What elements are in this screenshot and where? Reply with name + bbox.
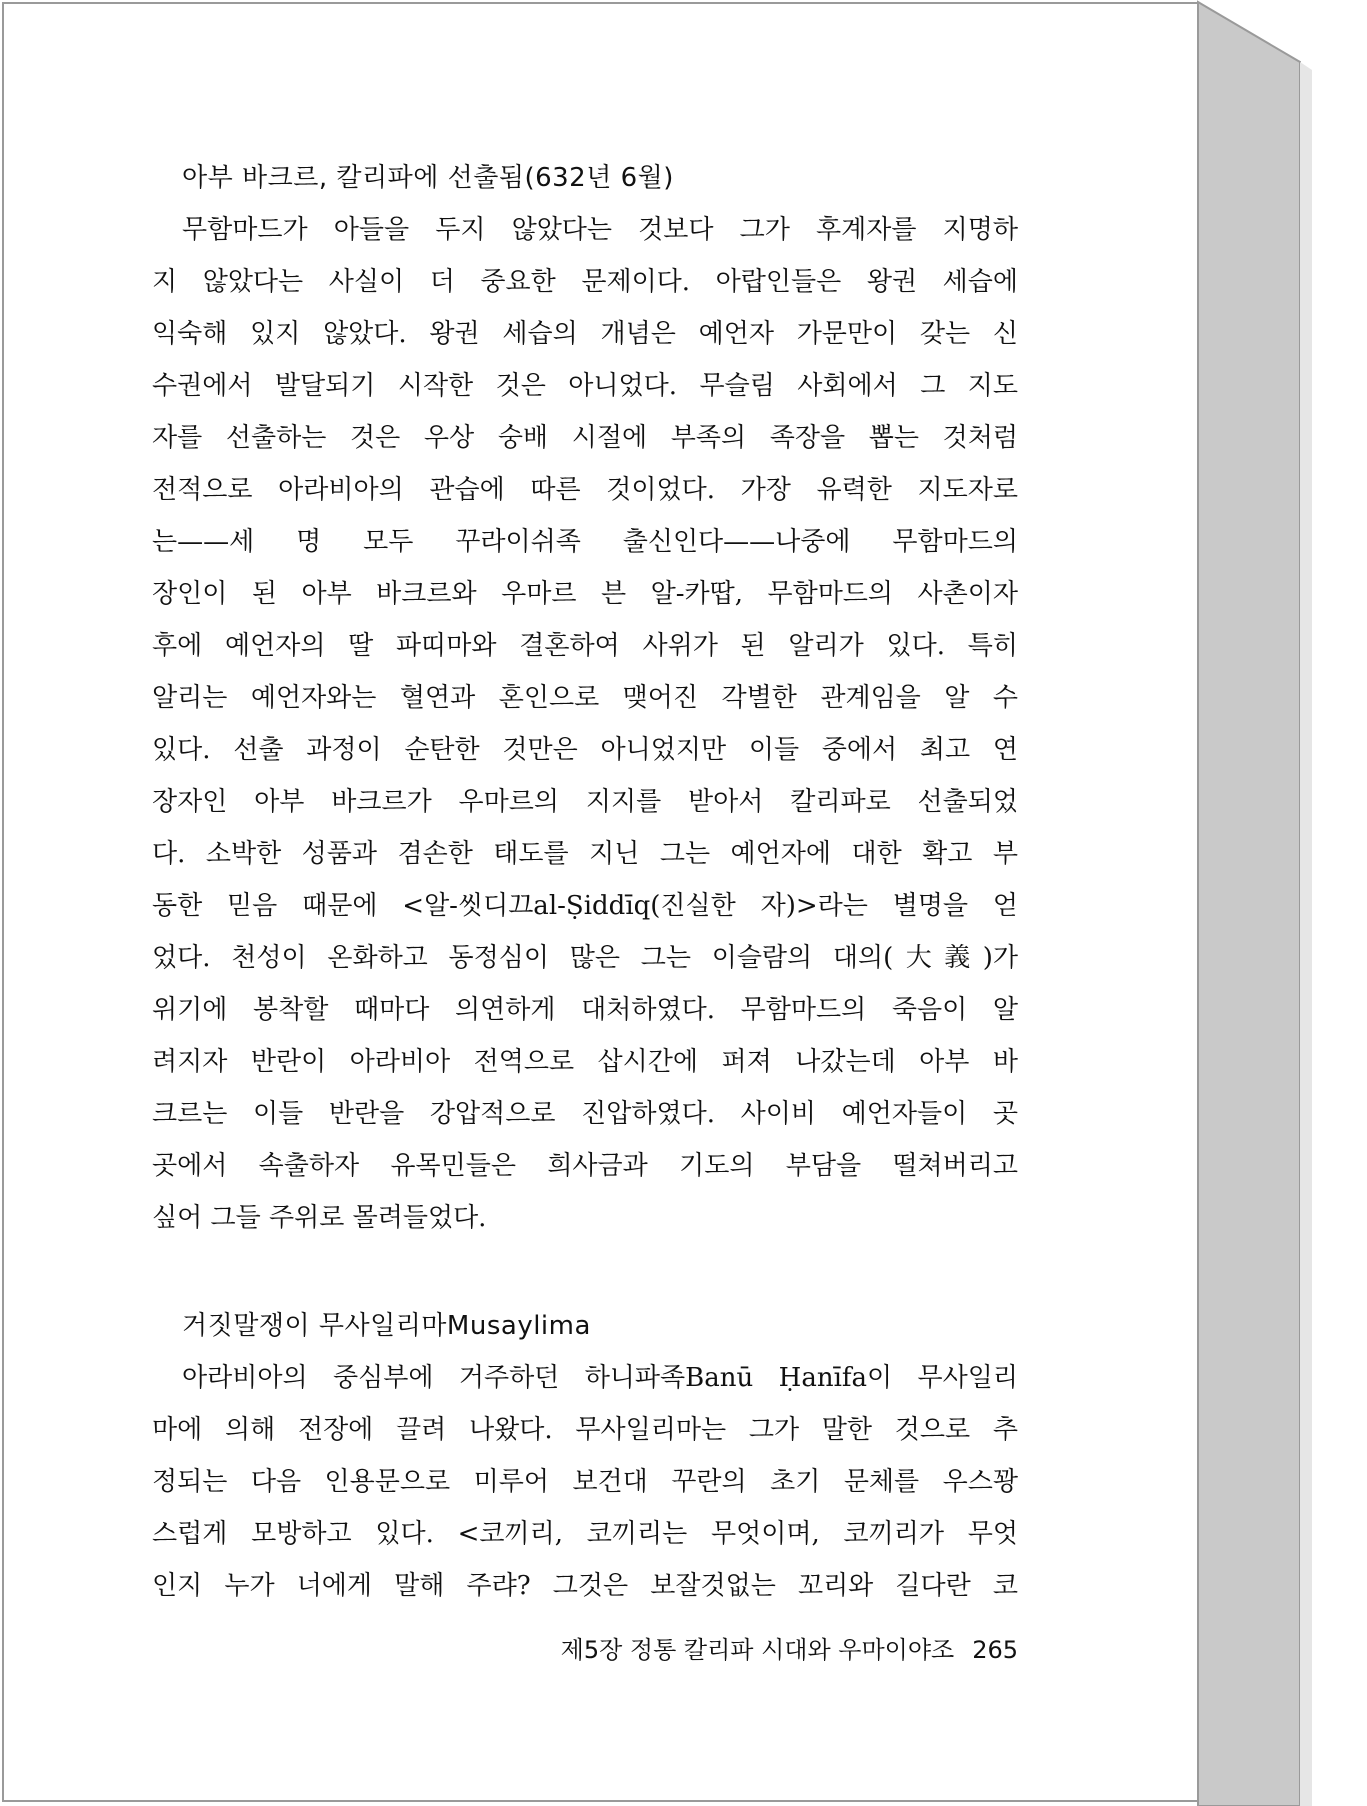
section-spacer xyxy=(152,1244,1018,1306)
text-line: 려지자 반란이 아라비아 전역으로 삽시간에 퍼져 나갔는데 아부 바 xyxy=(152,1047,1018,1077)
text-line: 인지 누가 너에게 말해 주랴? 그것은 보잘것없는 꼬리와 길다란 코 xyxy=(152,1571,1018,1601)
text-line: 익숙해 있지 않았다. 왕권 세습의 개념은 예언자 가문만이 갖는 신 xyxy=(152,319,1018,349)
text-line: 알리는 예언자와는 혈연과 혼인으로 맺어진 각별한 관계임을 알 수 xyxy=(152,683,1018,713)
page-footer xyxy=(152,1630,1018,1665)
text-line: 싶어 그들 주위로 몰려들었다. xyxy=(152,1203,487,1233)
text-line: 전적으로 아라비아의 관습에 따른 것이었다. 가장 유력한 지도자로 xyxy=(152,475,1018,505)
text-line: 있다. 선출 과정이 순탄한 것만은 아니었지만 이들 중에서 최고 연 xyxy=(152,735,1018,765)
running-title: 제5장 정통 칼리파 시대와 우마이야조 xyxy=(560,1636,955,1664)
text-line: 정되는 다음 인용문으로 미루어 보건대 꾸란의 초기 문체를 우스꽝 xyxy=(152,1467,1018,1497)
text-line: 크르는 이들 반란을 강압적으로 진압하였다. 사이비 예언자들이 곳 xyxy=(152,1099,1018,1129)
text-line: 위기에 봉착할 때마다 의연하게 대처하였다. 무함마드의 죽음이 알 xyxy=(152,995,1018,1025)
text-line: 수권에서 발달되기 시작한 것은 아니었다. 무슬림 사회에서 그 지도 xyxy=(152,371,1018,401)
text-line: 장인이 된 아부 바크르와 우마르 븐 알-카땁, 무함마드의 사촌이자 xyxy=(152,579,1018,609)
text-line: 었다. 천성이 온화하고 동정심이 많은 그는 이슬람의 대의(大義)가 xyxy=(152,943,1018,973)
paragraph xyxy=(152,204,1018,1244)
text-line: 지 않았다는 사실이 더 중요한 문제이다. 아랍인들은 왕권 세습에 xyxy=(152,267,1018,297)
text-line: 동한 믿음 때문에 <알-씻디끄al-Ṣiddīq(진실한 자)>라는 별명을 얻 xyxy=(152,891,1018,921)
page-content xyxy=(152,158,1018,1612)
section-musaylima xyxy=(152,1306,1018,1612)
paragraph xyxy=(152,1352,1018,1612)
section-heading: 아부 바크르, 칼리파에 선출됨(632년 6월) xyxy=(182,163,674,193)
text-line: 자를 선출하는 것은 우상 숭배 시절에 부족의 족장을 뽑는 것처럼 xyxy=(152,423,1018,453)
text-line: 후에 예언자의 딸 파띠마와 결혼하여 사위가 된 알리가 있다. 특히 xyxy=(152,631,1018,661)
text-line: 는——세 명 모두 꾸라이쉬족 출신인다——나중에 무함마드의 xyxy=(152,527,1018,557)
text-line: 아라비아의 중심부에 거주하던 하니파족Banū Ḥanīfa이 무사일리 xyxy=(182,1363,1018,1393)
text-line: 곳에서 속출하자 유목민들은 희사금과 기도의 부담을 떨쳐버리고 xyxy=(152,1151,1018,1181)
text-line: 장자인 아부 바크르가 우마르의 지지를 받아서 칼리파로 선출되었 xyxy=(152,787,1018,817)
section-abu-bakr xyxy=(152,158,1018,1244)
text-line: 무함마드가 아들을 두지 않았다는 것보다 그가 후계자를 지명하 xyxy=(182,215,1018,245)
text-line: 스럽게 모방하고 있다. <코끼리, 코끼리는 무엇이며, 코끼리가 무엇 xyxy=(152,1519,1018,1549)
section-heading: 거짓말쟁이 무사일리마Musaylima xyxy=(182,1311,591,1341)
text-line: 마에 의해 전장에 끌려 나왔다. 무사일리마는 그가 말한 것으로 추 xyxy=(152,1415,1018,1445)
page-number: 265 xyxy=(972,1636,1018,1664)
text-line: 다. 소박한 성품과 겸손한 태도를 지닌 그는 예언자에 대한 확고 부 xyxy=(152,839,1018,869)
